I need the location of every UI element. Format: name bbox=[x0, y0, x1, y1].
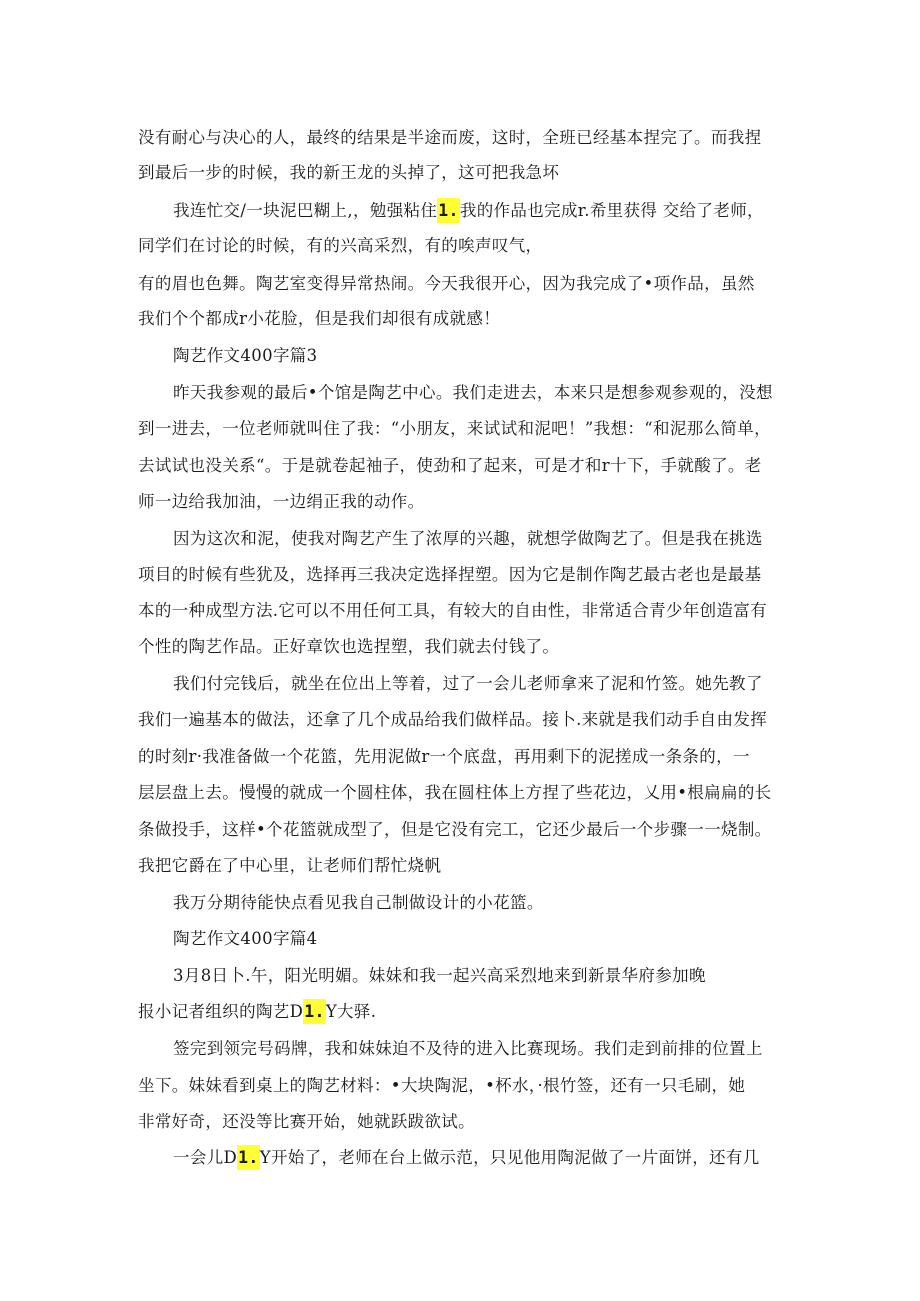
text-line: 项目的时候有些犹及，选择再三我决定选择捏塑。因为它是制作陶艺最古老也是最基 bbox=[138, 565, 762, 584]
text-segment: 我的作品也完成r.希里获得 交给了老师， bbox=[459, 201, 764, 220]
text-line: 我们个个都成r小花脸，但是我们却很有成就感！ bbox=[138, 309, 501, 328]
text-line: 个性的陶艺作品。正好章饮也选捏塑，我们就去付钱了。 bbox=[138, 637, 560, 656]
highlighted-text: 1. bbox=[237, 1145, 260, 1170]
text-line: 没有耐心与决心的人，最终的结果是半途而废，这时，全班已经基本捏完了。而我捏 bbox=[138, 128, 762, 147]
text-line: 同学们在讨论的时候，有的兴高采烈，有的唉声叹气， bbox=[138, 236, 543, 255]
text-line: 去试试也没关系“。于是就卷起袖子，使劲和了起来，可是才和r十下，手就酸了。老 bbox=[138, 456, 762, 475]
text-line: 签完到领完号码牌，我和妹妹迫不及待的进入比赛现场。我们走到前排的位置上 bbox=[173, 1039, 763, 1058]
text-line bbox=[173, 201, 764, 221]
text-segment: Y开始了，老师在台上做示范，只见他用陶泥做了一片面饼，还有几 bbox=[259, 1148, 760, 1167]
text-segment: 报小记者组织的陶艺D bbox=[138, 1002, 304, 1021]
text-line: 3月8日卜.午，阳光明媚。妹妹和我一起兴高采烈地来到新景华府参加晚 bbox=[173, 966, 706, 985]
text-line: 坐下。妹妹看到桌上的陶艺材料：•大块陶泥，•杯水，·根竹签，还有一只毛刷，她 bbox=[138, 1076, 746, 1095]
text-line: 到最后一步的时候，我的新王龙的头掉了，这可把我急坏 bbox=[138, 163, 560, 182]
text-segment: 一会儿D bbox=[173, 1148, 238, 1167]
highlighted-text: 1. bbox=[437, 198, 460, 223]
text-line: 本的一种成型方法.它可以不用任何工具，有较大的自由性，非常适合青少年创造富有 bbox=[138, 601, 768, 620]
text-line: 昨天我参观的最后•个馆是陶艺中心。我们走进去，本来只是想参观参观的，没想 bbox=[173, 383, 773, 402]
section-heading: 陶艺作文400字篇3 bbox=[173, 346, 318, 365]
text-line: 的时刻r·我准备做一个花篮，先用泥做r一个底盘，再用剩下的泥搓成一条条的，一 bbox=[138, 747, 750, 766]
text-segment: 我连忙交/一块泥巴糊上,，勉强粘住 bbox=[173, 201, 438, 220]
text-line bbox=[138, 1002, 376, 1022]
text-line: 非常好奇，还没等比赛开始，她就跃跋欲试。 bbox=[138, 1112, 475, 1131]
text-line: 我把它爵在了中心里，让老师们帮忙烧帆 bbox=[138, 856, 442, 875]
text-line: 因为这次和泥，使我对陶艺产生了浓厚的兴趣，就想学做陶艺了。但是我在挑选 bbox=[173, 529, 763, 548]
text-line: 条做投手，这样•个花篮就成型了，但是它没有完工，它还少最后一个步骤一一烧制。 bbox=[138, 820, 772, 839]
text-line: 有的眉也色舞。陶艺室变得异常热闹。今天我很开心，因为我完成了•项作品，虽然 bbox=[138, 274, 755, 293]
text-line: 我们付完钱后，就坐在位出上等着，过了一会儿老师拿来了泥和竹签。她先教了 bbox=[173, 674, 763, 693]
text-line: 师一边给我加油，一边绢正我的动作。 bbox=[138, 492, 425, 511]
text-line: 层层盘上去。慢慢的就成一个圆柱体，我在圆柱体上方捏了些花边，乂用•根扁扁的长 bbox=[138, 783, 772, 802]
section-heading: 陶艺作文400字篇4 bbox=[173, 929, 318, 948]
text-line: 我们一遍基本的做法，还拿了几个成品给我们做样品。接卜.来就是我们动手自由发挥 bbox=[138, 710, 768, 729]
text-line bbox=[173, 1148, 760, 1168]
highlighted-text: 1. bbox=[303, 999, 326, 1024]
text-line: 我万分期待能快点看见我自己制做设计的小花篮。 bbox=[173, 893, 544, 912]
text-line: 到一进去，一位老师就叫住了我：“小朋友，来试试和泥吧！”我想：“和泥那么简单， bbox=[138, 419, 771, 438]
text-segment: Y大驿. bbox=[325, 1002, 377, 1021]
